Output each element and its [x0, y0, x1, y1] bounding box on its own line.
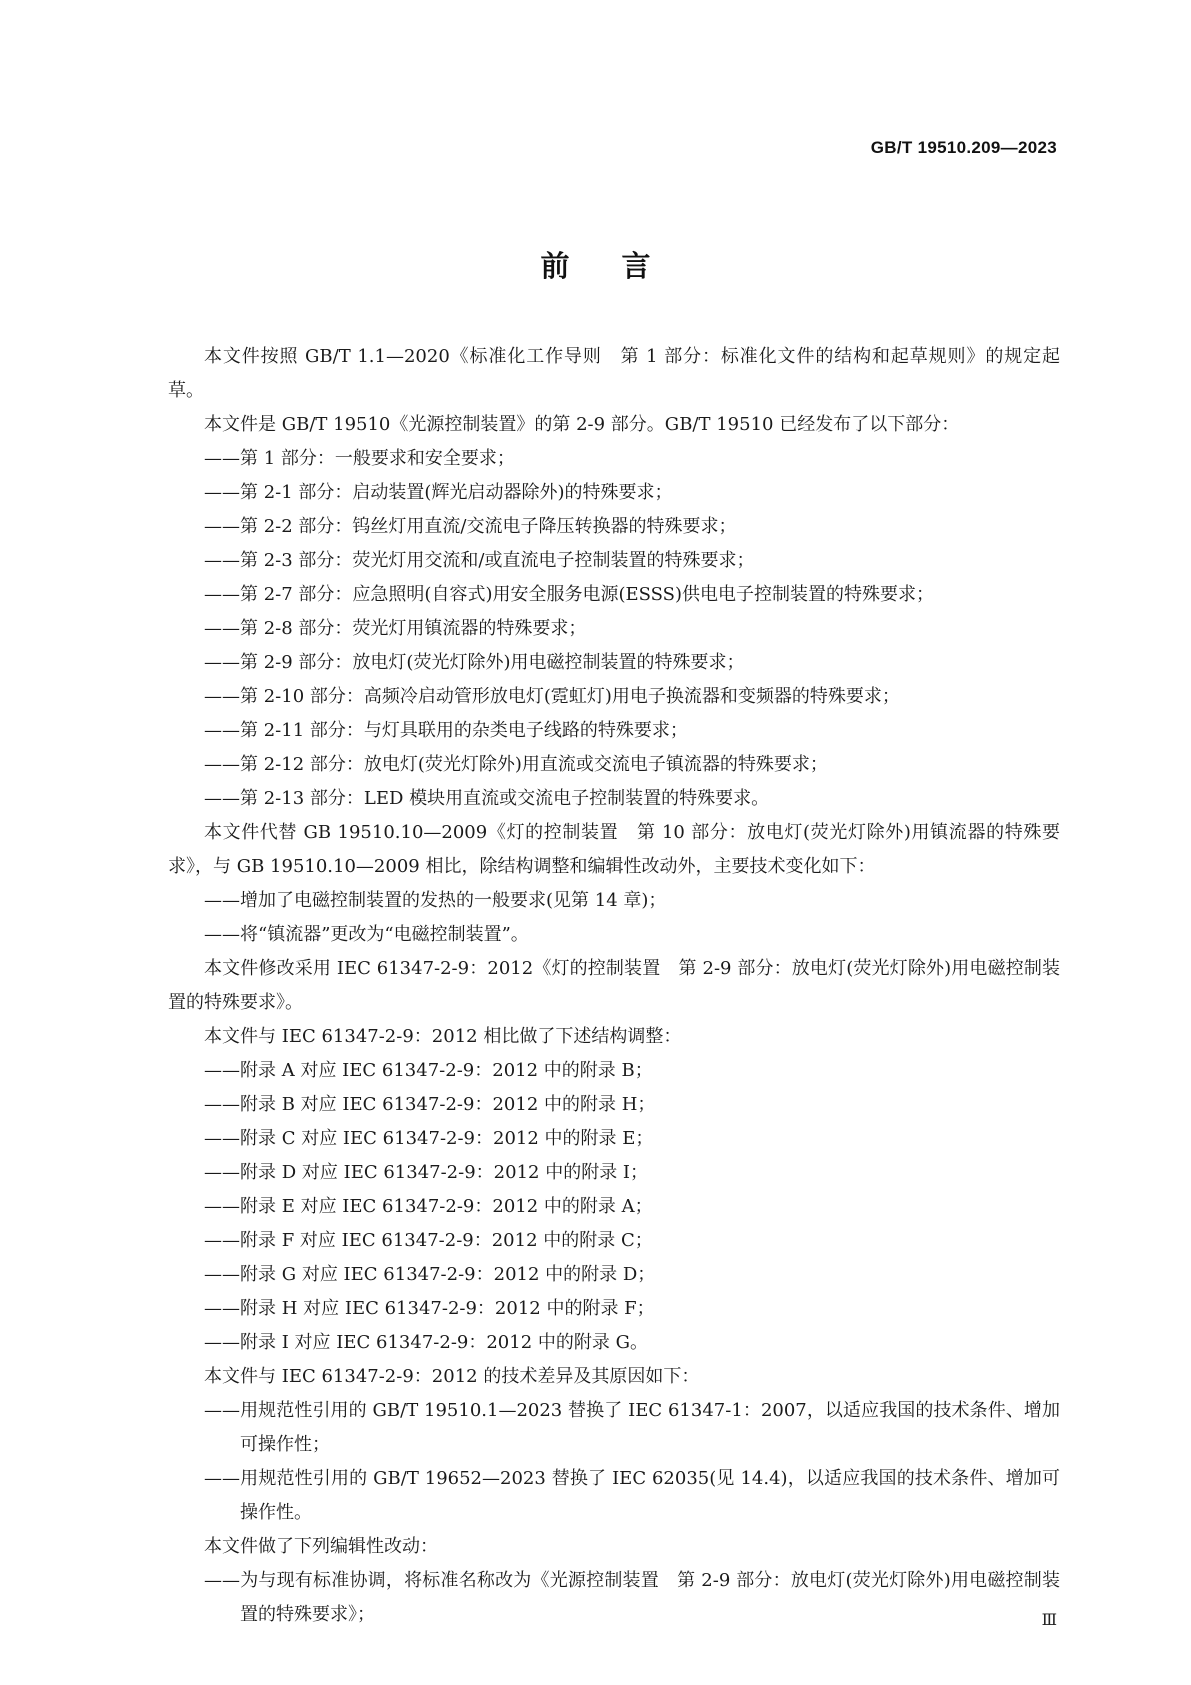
list-item: ——附录 B 对应 IEC 61347-2-9：2012 中的附录 H；	[204, 1094, 656, 1115]
list-item: ——用规范性引用的 GB/T 19510.1—2023 替换了 IEC 61347-1：2007，以适应我国的技术条件、增加可操作性；	[204, 1400, 1060, 1455]
paragraph: 本文件与 IEC 61347-2-9：2012 的技术差异及其原因如下：	[204, 1366, 700, 1387]
list-item: ——第 1 部分：一般要求和安全要求；	[204, 448, 515, 469]
list-item: ——附录 C 对应 IEC 61347-2-9：2012 中的附录 E；	[204, 1128, 654, 1149]
list-item: ——第 2-1 部分：启动装置(辉光启动器除外)的特殊要求；	[204, 482, 673, 503]
paragraph: 本文件修改采用 IEC 61347-2-9：2012《灯的控制装置 第 2-9 部分：放电灯(荧光灯除外)用电磁控制装置的特殊要求》。	[168, 958, 1060, 1013]
paragraph: 本文件按照 GB/T 1.1—2020《标准化工作导则 第 1 部分：标准化文件的结构和起草规则》的规定起草。	[168, 346, 1060, 401]
standard-number: GB/T 19510.209—2023	[870, 138, 1057, 157]
list-item: ——附录 I 对应 IEC 61347-2-9：2012 中的附录 G。	[204, 1332, 648, 1353]
paragraph: 本文件做了下列编辑性改动：	[204, 1536, 438, 1557]
paragraph: 本文件与 IEC 61347-2-9：2012 相比做了下述结构调整：	[204, 1026, 682, 1047]
paragraph: 本文件是 GB/T 19510《光源控制装置》的第 2-9 部分。GB/T 19510 已经发布了以下部分：	[204, 414, 960, 435]
list-item: ——第 2-11 部分：与灯具联用的杂类电子线路的特殊要求；	[204, 720, 688, 741]
list-item: ——附录 F 对应 IEC 61347-2-9：2012 中的附录 C；	[204, 1230, 653, 1251]
document-body	[168, 340, 1060, 1632]
page-number: Ⅲ	[1041, 1610, 1057, 1629]
list-item: ——附录 G 对应 IEC 61347-2-9：2012 中的附录 D；	[204, 1264, 656, 1285]
list-item: ——附录 A 对应 IEC 61347-2-9：2012 中的附录 B；	[204, 1060, 653, 1081]
list-item: ——第 2-8 部分：荧光灯用镇流器的特殊要求；	[204, 618, 587, 639]
list-item: ——第 2-9 部分：放电灯(荧光灯除外)用电磁控制装置的特殊要求；	[204, 652, 745, 673]
list-item: ——附录 H 对应 IEC 61347-2-9：2012 中的附录 F；	[204, 1298, 655, 1319]
list-item: ——第 2-13 部分：LED 模块用直流或交流电子控制装置的特殊要求。	[204, 788, 770, 809]
list-item: ——第 2-12 部分：放电灯(荧光灯除外)用直流或交流电子镇流器的特殊要求；	[204, 754, 828, 775]
list-item: ——增加了电磁控制装置的发热的一般要求(见第 14 章)；	[204, 890, 667, 911]
list-item: ——第 2-2 部分：钨丝灯用直流/交流电子降压转换器的特殊要求；	[204, 516, 737, 537]
paragraph: 本文件代替 GB 19510.10—2009《灯的控制装置 第 10 部分：放电灯(荧光灯除外)用镇流器的特殊要求》，与 GB 19510.10—2009 相比，除结构调整和编辑性改动外，主要技术变化如下：	[168, 822, 1060, 877]
list-item: ——用规范性引用的 GB/T 19652—2023 替换了 IEC 62035(见 14.4)，以适应我国的技术条件、增加可操作性。	[204, 1468, 1060, 1523]
list-item: ——附录 E 对应 IEC 61347-2-9：2012 中的附录 A；	[204, 1196, 653, 1217]
list-item: ——为与现有标准协调，将标准名称改为《光源控制装置 第 2-9 部分：放电灯(荧光灯除外)用电磁控制装置的特殊要求》；	[204, 1570, 1060, 1625]
list-item: ——第 2-10 部分：高频冷启动管形放电灯(霓虹灯)用电子换流器和变频器的特殊要求；	[204, 686, 900, 707]
page-title: 前言	[540, 249, 703, 283]
list-item: ——第 2-7 部分：应急照明(自容式)用安全服务电源(ESSS)供电电子控制装置的特殊要求；	[204, 584, 935, 605]
list-item: ——将“镇流器”更改为“电磁控制装置”。	[204, 924, 529, 945]
list-item: ——附录 D 对应 IEC 61347-2-9：2012 中的附录 I；	[204, 1162, 649, 1183]
list-item: ——第 2-3 部分：荧光灯用交流和/或直流电子控制装置的特殊要求；	[204, 550, 755, 571]
